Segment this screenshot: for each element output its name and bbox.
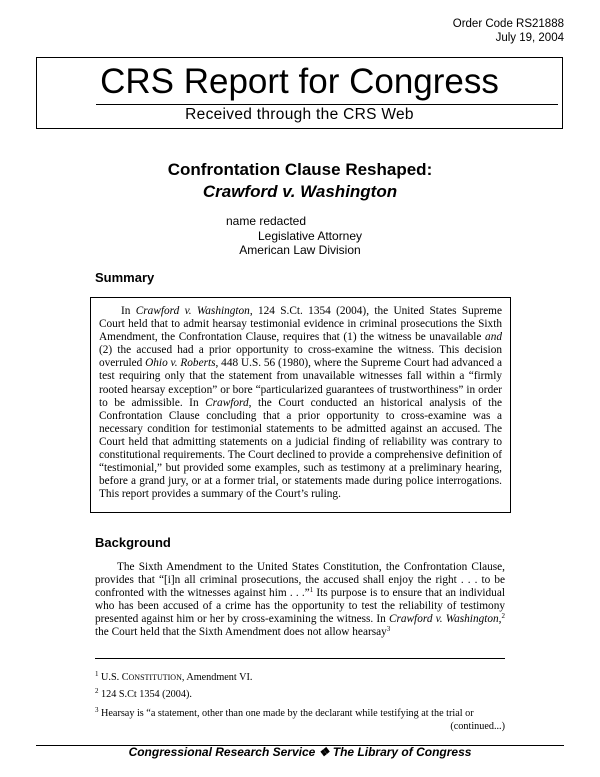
report-subtitle: Received through the CRS Web xyxy=(185,106,414,123)
order-date: July 19, 2004 xyxy=(495,32,564,44)
order-info xyxy=(453,17,564,45)
footnote-ref-3: 3 xyxy=(386,625,391,634)
report-title: CRS Report for Congress xyxy=(100,62,499,101)
footnote-2: $^2$ 124 S.Ct 1354 (2004). xyxy=(95,687,192,700)
footnote-ref-1: 1 xyxy=(309,586,314,595)
title-line-1: Confrontation Clause Reshaped: xyxy=(167,160,433,179)
summary-paragraph: In Crawford v. Washington, 124 S.Ct. 1354 (2004), the United States Supreme Court held that to admit hearsay testimonial evidence in criminal prosecutions the Sixth Amendment, the Confrontation Clause, requires that (1) the witness be unavailable and (2) the accused had a prior opportunity to cross-examine the witness. This decision overruled Ohio v. Roberts, 448 U.S. 56 (1980), where the Supreme Court had advanced a test requiring only that the statement from unavailable witnesses fall within a “firmly rooted hearsay exception” or bore “particularized guarantees of trustworthiness” in order to be admissible. In Crawford, the Court conducted an historical analysis of the Confrontation Clause concluding that a prior opportunity to cross-examine was a necessary condition for testimonial statements to be admitted against an accused. The Court held that admitting statements on a judicial finding of reliability was contrary to constitutional requirements. The Court declined to provide a comprehensive definition of “testimonial,” but provided some examples, such as testimony at a preliminary hearing, before a grand jury, or at a former trial, or statements made during police interrogations. This report provides a summary of the Court’s ruling. xyxy=(99,305,503,501)
background-paragraph: The Sixth Amendment to the United States Constitution, the Confrontation Clause, provides that “[i]n all criminal prosecutions, the accused shall enjoy the right . . . to be confronted with the witnesses against him . . .”$^1$ Its purpose is to ensure that an individual who has been accused of a crime has the opportunity to test the reliability of testimony presented against him or her by cross-examining the witness. In Crawford v. Washington,$^2$ the Court held that the Sixth Amendment does not allow hearsay$^3$ xyxy=(95,561,505,639)
summary-box xyxy=(90,297,511,513)
report-header xyxy=(36,57,563,129)
footnote-ref-2: 2 xyxy=(501,612,505,621)
footnote-divider xyxy=(95,658,505,659)
author-name: name redacted xyxy=(225,214,307,228)
author-role: Legislative Attorney xyxy=(257,228,363,243)
document-title xyxy=(0,159,600,203)
order-code: Order Code RS21888 xyxy=(452,18,564,30)
footnote-3: $^3$ Hearsay is “a statement, other than one made by the declarant while testifying at the trial or (continued...) xyxy=(95,706,505,732)
author-block xyxy=(0,214,600,258)
continued-note: (continued...) xyxy=(450,721,505,732)
author-division: American Law Division xyxy=(239,243,361,257)
summary-heading: Summary xyxy=(95,270,155,285)
title-line-2: Crawford v. Washington xyxy=(202,182,398,201)
footnote-1: $^1$ U.S. CONSTITUTION, Amendment VI. xyxy=(95,670,253,683)
page-footer: Congressional Research Service ❖ The Library of Congress xyxy=(128,745,472,759)
background-heading: Background xyxy=(95,535,171,550)
